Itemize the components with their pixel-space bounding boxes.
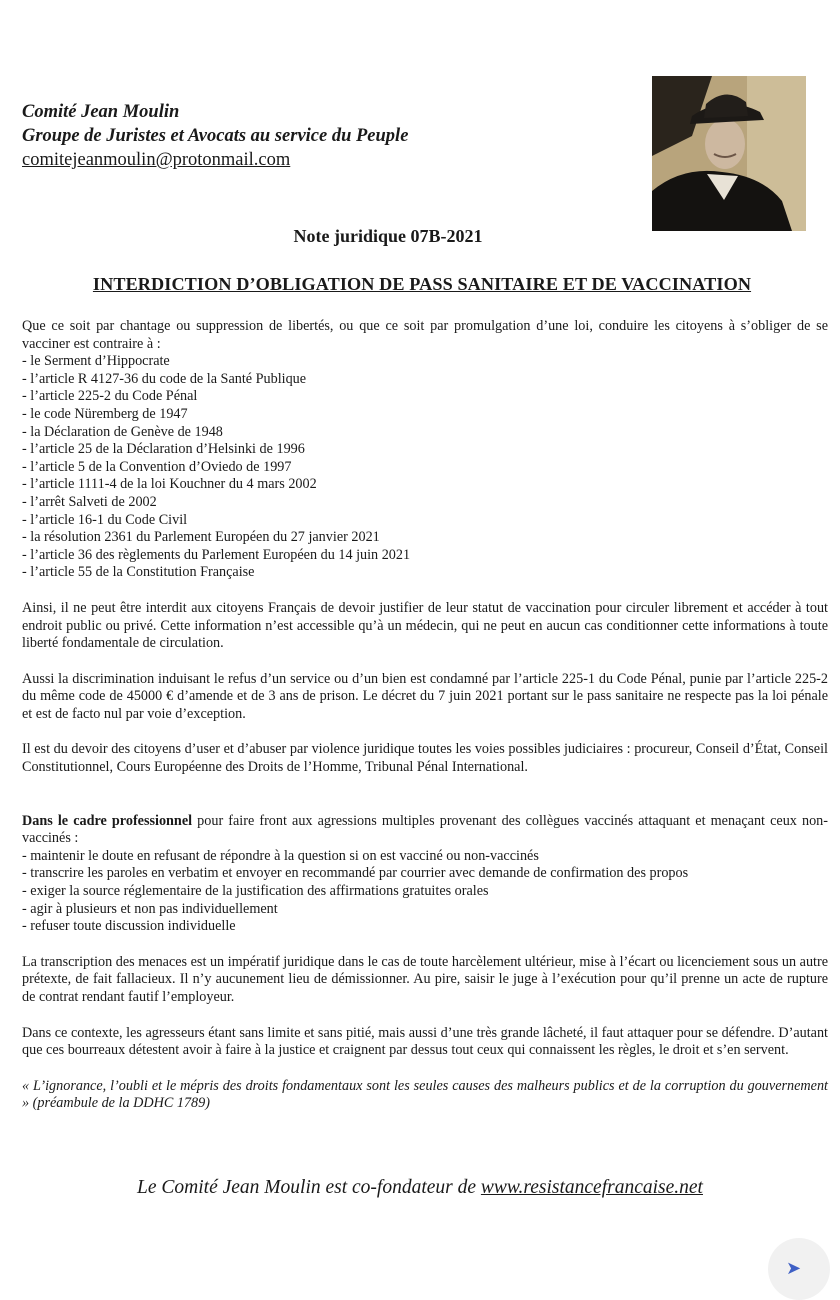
document-title: INTERDICTION D’OBLIGATION DE PASS SANITAIRE ET DE VACCINATION: [92, 274, 752, 294]
list-item: - l’article 36 des règlements du Parlement Européen du 14 juin 2021: [22, 546, 411, 563]
professional-intro: pour faire front aux agressions multiples provenant des collègues vaccinés attaquant et menaçant ceux non-vaccinés :: [22, 812, 828, 847]
note-title: Note juridique 07B-2021: [293, 226, 483, 246]
intro-paragraph: Que ce soit par chantage ou suppression de libertés, ou que ce soit par promulgation d’une loi, conduire les citoyens à s’obliger de se vacciner est contraire à :: [22, 318, 828, 352]
list-item: - l’article 55 de la Constitution Française: [22, 564, 255, 581]
list-item: - l’article 225-2 du Code Pénal: [22, 388, 198, 405]
list-item: - l’article 16-1 du Code Civil: [22, 511, 188, 528]
committee-name: Comité Jean Moulin: [22, 102, 180, 122]
ddhc-quote: « L’ignorance, l’oubli et le mépris des droits fondamentaux sont les seules causes des malheurs publics et de la corruption du gouvernement » (préambule de la DDHC 1789): [22, 1077, 828, 1112]
list-item: - le Serment d’Hippocrate: [22, 353, 170, 370]
list-item: - l’article R 4127-36 du code de la Santé Publique: [22, 370, 307, 387]
paragraph-duty: Il est du devoir des citoyens d’user et d’abuser par violence juridique toutes les voies possibles judiciaires : procureur, Conseil d’État, Conseil Constitutionnel, Cours Européenne des Droits de l’Homme, Tribunal Pénal International.: [22, 741, 828, 776]
list-item: - l’article 5 de la Convention d’Oviedo de 1997: [22, 458, 292, 475]
list-item: - transcrire les paroles en verbatim et envoyer en recommandé par courrier avec demande de confirmation des propos: [22, 865, 689, 882]
email-link[interactable]: comitejeanmoulin@protonmail.com: [22, 150, 291, 170]
list-item: - maintenir le doute en refusant de répondre à la question si on est vacciné ou non-vaccinés: [22, 847, 539, 864]
list-item: - la Déclaration de Genève de 1948: [22, 423, 223, 440]
share-arrow-icon: ➤: [786, 1258, 802, 1279]
footer-text: Le Comité Jean Moulin est co-fondateur de: [137, 1177, 481, 1198]
paragraph-professional: [22, 813, 828, 848]
letterhead: [22, 100, 622, 172]
list-item: - l’arrêt Salveti de 2002: [22, 493, 157, 510]
portrait-illustration: [652, 76, 806, 231]
professional-heading: Dans le cadre professionnel: [22, 812, 193, 829]
document-body: [22, 318, 828, 1113]
portrait-photo: [652, 76, 806, 231]
list-item: - la résolution 2361 du Parlement Européen du 27 janvier 2021: [22, 529, 380, 546]
legal-references-list: [22, 353, 828, 582]
committee-subtitle: Groupe de Juristes et Avocats au service du Peuple: [22, 126, 409, 146]
list-item: - exiger la source réglementaire de la justification des affirmations gratuites orales: [22, 883, 489, 900]
list-item: - l’article 1111-4 de la loi Kouchner du 4 mars 2002: [22, 476, 317, 493]
paragraph-discrimination: Aussi la discrimination induisant le refus d’un service ou d’un bien est condamné par l’article 225-1 du Code Pénal, punie par l’article 225-2 du même code de 45000 € d’amende et de 3 ans de prison. Le décret du 7 juin 2021 portant sur le pass sanitaire ne respecte pas la loi pénale et est de facto nul par voie d’exception.: [22, 670, 828, 722]
paragraph-context: Dans ce contexte, les agresseurs étant sans limite et sans pitié, mais aussi d’une très grande lâcheté, il faut attaquer pour se défendre. D’autant que ces bourreaux détestent avoir à faire à la justice et craignent par dessus tout ceux qui connaissent les règles, le droit et s’en servent.: [22, 1024, 828, 1059]
paragraph-transcription: La transcription des menaces est un impératif juridique dans le cas de toute harcèlement ultérieur, mise à l’écart ou licenciement sous un autre prétexte, de fait fallacieux. Il n’y aucunement lieu de démissionner. Au pire, saisir le juge à l’exécution pour qu’il prenne un acte de rupture de contrat rendant fautif l’employeur.: [22, 953, 828, 1005]
list-item: - le code Nüremberg de 1947: [22, 405, 188, 422]
list-item: - l’article 25 de la Déclaration d’Helsinki de 1996: [22, 441, 305, 458]
list-item: - refuser toute discussion individuelle: [22, 918, 236, 935]
list-item: - agir à plusieurs et non pas individuellement: [22, 900, 278, 917]
footer: [0, 1177, 840, 1199]
share-button[interactable]: [768, 1238, 830, 1300]
paragraph-circulation: Ainsi, il ne peut être interdit aux citoyens Français de devoir justifier de leur statut de vaccination pour circuler librement et accéder à tout endroit public ou privé. Cette information n’est accessible qu’à un médecin, qui ne peut en aucun cas conditionner cette informations à toute liberté fondamentale de circulation.: [22, 599, 828, 652]
professional-actions-list: [22, 848, 828, 936]
website-link[interactable]: www.resistancefrancaise.net: [480, 1177, 703, 1198]
